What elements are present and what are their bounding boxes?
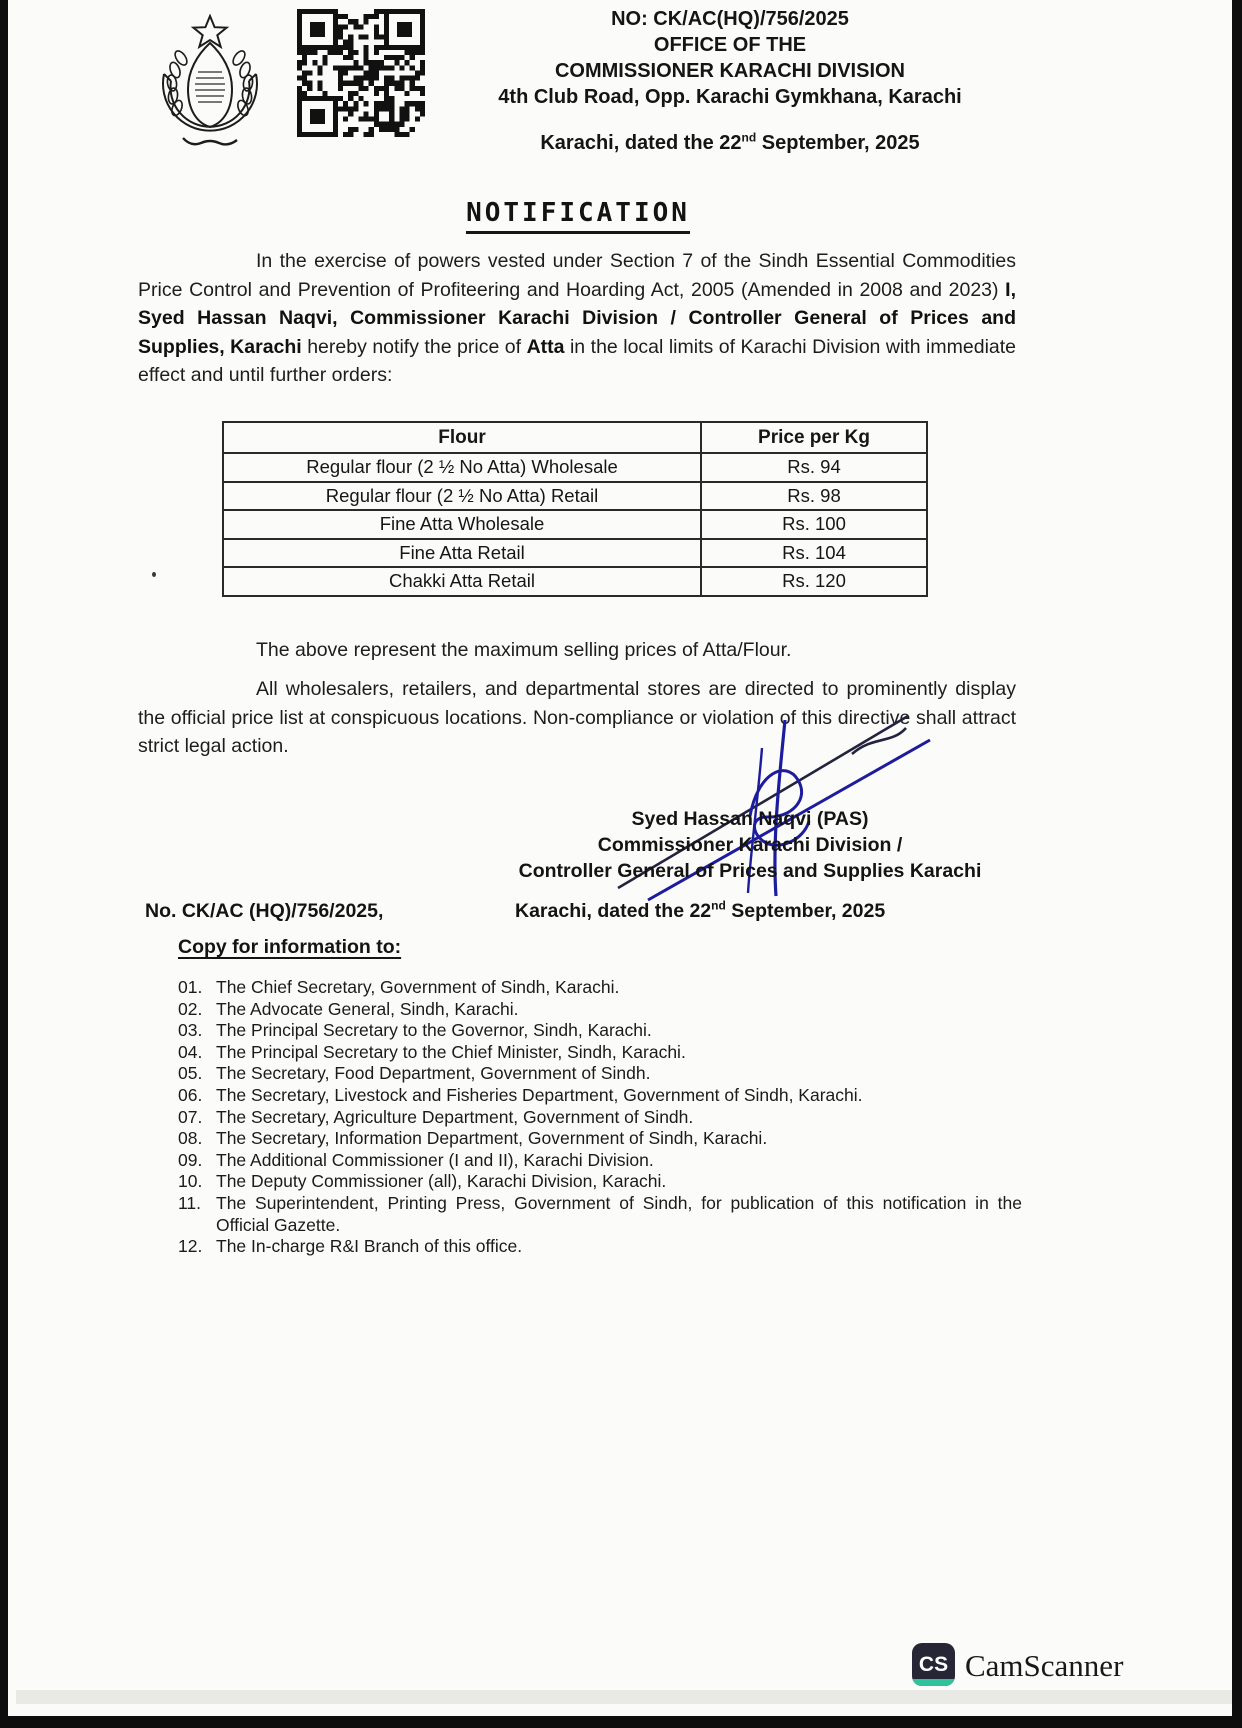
- max-price-paragraph: The above represent the maximum selling prices of Atta/Flour.: [256, 639, 792, 661]
- scan-edge-bottom: [0, 1716, 1242, 1728]
- office-name: COMMISSIONER KARACHI DIVISION: [554, 60, 906, 82]
- flour-type-cell: Fine Atta Wholesale: [223, 510, 701, 539]
- directive-paragraph: All wholesalers, retailers, and departmental stores are directed to prominently display the official price list at conspicuous locations. Non-compliance or violation of this directive shall attract strict legal action.: [138, 678, 1016, 757]
- list-item: [178, 1193, 1022, 1236]
- camscanner-icon-text: CS: [918, 1652, 949, 1676]
- office-address: 4th Club Road, Opp. Karachi Gymkhana, Karachi: [498, 86, 962, 108]
- column-header-price: Price per Kg: [701, 422, 927, 453]
- list-item: [178, 1020, 1022, 1042]
- table-row: [223, 510, 927, 539]
- price-cell: Rs. 100: [701, 510, 927, 539]
- price-cell: Rs. 120: [701, 567, 927, 596]
- commodity-bold: Atta: [526, 335, 565, 358]
- list-item: [178, 1150, 1022, 1172]
- footer-reference-number: No. CK/AC (HQ)/756/2025,: [145, 900, 384, 922]
- flour-type-cell: Chakki Atta Retail: [223, 567, 701, 596]
- price-table: [222, 421, 928, 597]
- list-item-text: The Secretary, Information Department, Government of Sindh, Karachi.: [216, 1128, 768, 1149]
- copy-recipient-list: [178, 977, 1022, 1258]
- column-header-flour: Flour: [223, 422, 701, 453]
- list-item-number: 07.: [178, 1106, 203, 1127]
- signatory-title-2: Controller General of Prices and Supplies Karachi: [518, 860, 982, 882]
- list-item-number: 09.: [178, 1149, 203, 1170]
- crest-banner-script: [183, 138, 237, 144]
- list-item-number: 10.: [178, 1171, 203, 1192]
- list-item: [178, 1042, 1022, 1064]
- list-item-text: The Principal Secretary to the Governor, Sindh, Karachi.: [216, 1020, 652, 1041]
- list-item-number: 12.: [178, 1236, 203, 1257]
- list-item-number: 04.: [178, 1041, 203, 1062]
- document-page: [8, 0, 1232, 1716]
- reference-number: NO: CK/AC(HQ)/756/2025: [611, 8, 849, 30]
- camscanner-watermark-label: CamScanner: [965, 1648, 1124, 1683]
- list-item-text: The Secretary, Agriculture Department, Government of Sindh.: [216, 1106, 694, 1127]
- notification-title-wrap: [138, 198, 1018, 234]
- list-item-text: The Secretary, Food Department, Government of Sindh.: [216, 1063, 651, 1084]
- list-item-number: 05.: [178, 1063, 203, 1084]
- list-item-number: 08.: [178, 1128, 203, 1149]
- table-header-row: [223, 422, 927, 453]
- laurel-leaves: [166, 49, 253, 117]
- office-line: OFFICE OF THE: [653, 34, 807, 56]
- camscanner-icon: [912, 1643, 955, 1686]
- scan-edge-right: [1232, 0, 1242, 1728]
- list-item: [178, 1107, 1022, 1129]
- list-item-text: The Chief Secretary, Government of Sindh, Karachi.: [216, 977, 620, 997]
- list-item-number: 01.: [178, 977, 203, 997]
- camscanner-icon-strip: [912, 1679, 955, 1686]
- flour-type-cell: Regular flour (2 ½ No Atta) Wholesale: [223, 453, 701, 482]
- table-row: [223, 453, 927, 482]
- table-row: [223, 482, 927, 511]
- list-item-number: 02.: [178, 998, 203, 1019]
- intro-paragraph: In the exercise of powers vested under Section 7 of the Sindh Essential Commodities Price Control and Prevention of Profiteering and Hoarding Act, 2005 (Amended in 2008 and 2023) I, Syed Hassan Naqvi, Commissioner Karachi Division / Controller General of Prices and Supplies, Karachi hereby notify the price of Atta in the local limits of Karachi Division with immediate effect and until further orders:: [138, 250, 1017, 386]
- list-item: [178, 1063, 1022, 1085]
- table-row: [223, 539, 927, 568]
- price-cell: Rs. 104: [701, 539, 927, 568]
- list-item-text: The Advocate General, Sindh, Karachi.: [216, 998, 519, 1019]
- qr-code: [297, 8, 425, 138]
- list-item: [178, 977, 1022, 999]
- price-cell: Rs. 94: [701, 453, 927, 482]
- copy-section-heading: Copy for information to:: [178, 936, 402, 958]
- list-item-text: The Superintendent, Printing Press, Government of Sindh, for publication of this notification in the Official Gazette.: [216, 1192, 1022, 1235]
- list-item-number: 11.: [178, 1192, 202, 1213]
- footer-date: Karachi, dated the 22nd September, 2025: [515, 898, 886, 922]
- header-date: Karachi, dated the 22nd September, 2025: [540, 130, 920, 154]
- scan-edge-left: [0, 0, 8, 1728]
- signatory-name: Syed Hassan Naqvi (PAS): [631, 808, 869, 830]
- price-cell: Rs. 98: [701, 482, 927, 511]
- list-item-text: The Deputy Commissioner (all), Karachi Division, Karachi.: [216, 1171, 667, 1192]
- list-item: [178, 1236, 1022, 1258]
- list-item: [178, 1085, 1022, 1107]
- list-item-number: 06.: [178, 1084, 203, 1105]
- list-item-number: 03.: [178, 1020, 203, 1041]
- list-item-text: The Additional Commissioner (I and II), Karachi Division.: [216, 1149, 654, 1170]
- letterhead: [430, 6, 1030, 156]
- sindh-government-crest-logo: [150, 14, 270, 166]
- table-row: [223, 567, 927, 596]
- list-item-text: The Principal Secretary to the Chief Minister, Sindh, Karachi.: [216, 1041, 686, 1062]
- list-item: [178, 1128, 1022, 1150]
- list-item: [178, 999, 1022, 1021]
- list-item-text: The In-charge R&I Branch of this office.: [216, 1236, 523, 1257]
- signatory-title-1: Commissioner Karachi Division /: [597, 834, 903, 856]
- page-bottom-shadow: [16, 1690, 1240, 1704]
- flour-type-cell: Regular flour (2 ½ No Atta) Retail: [223, 482, 701, 511]
- scan-dot-artifact: [152, 572, 156, 577]
- page-title: NOTIFICATION: [466, 198, 690, 234]
- list-item-text: The Secretary, Livestock and Fisheries Department, Government of Sindh, Karachi.: [216, 1084, 863, 1105]
- signature-block: [470, 806, 1030, 884]
- flour-type-cell: Fine Atta Retail: [223, 539, 701, 568]
- signatory-name-bold: I, Syed Hassan Naqvi, Commissioner Karachi Division / Controller General of Prices and Supplies, Karachi: [138, 278, 1016, 358]
- list-item: [178, 1171, 1022, 1193]
